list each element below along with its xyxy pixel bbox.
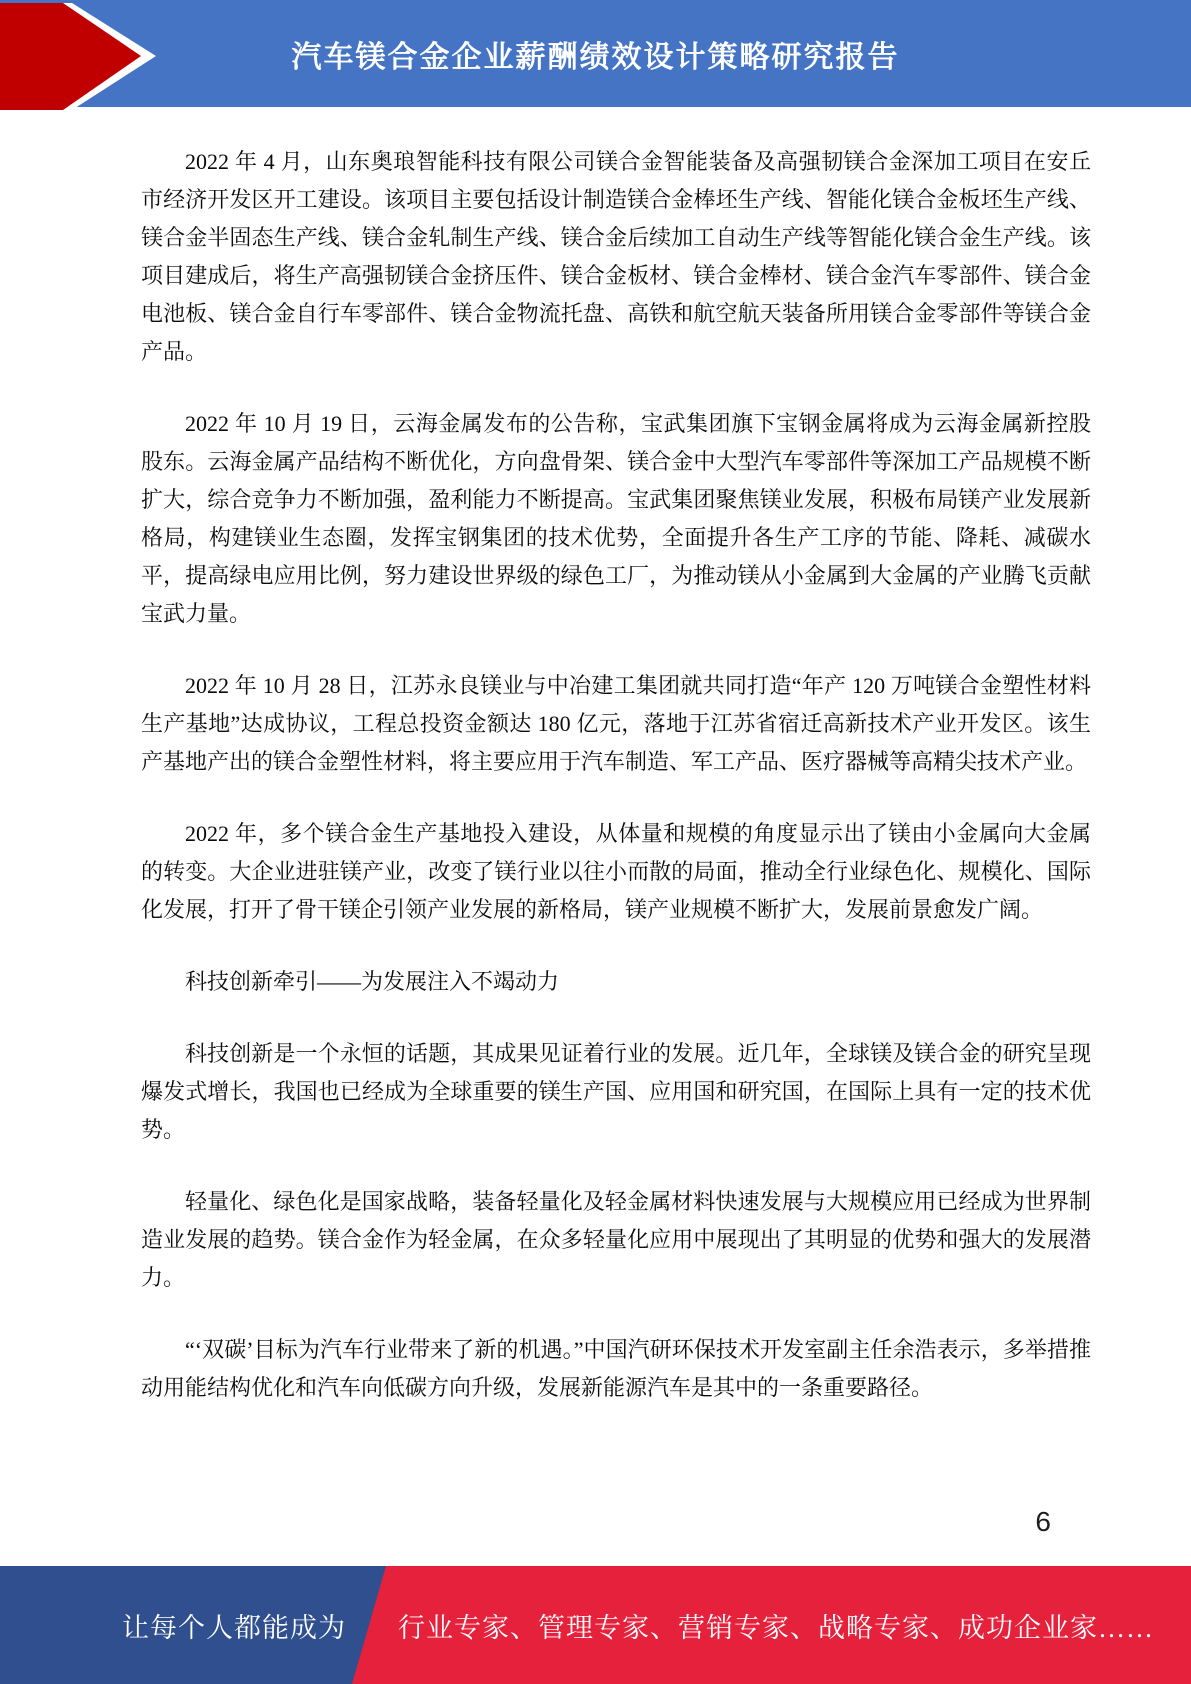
body-paragraph: 2022 年 4 月，山东奥琅智能科技有限公司镁合金智能装备及高强韧镁合金深加工项目在安丘市经济开发区开工建设。该项目主要包括设计制造镁合金棒坯生产线、智能化镁合金板坯生产线、镁合金半固态生产线、镁合金轧制生产线、镁合金后续加工自动生产线等智能化镁合金生产线。该项目建成后，将生产高强韧镁合金挤压件、镁合金板材、镁合金棒材、镁合金汽车零部件、镁合金电池板、镁合金自行车零部件、镁合金物流托盘、高铁和航空航天装备所用镁合金零部件等镁合金产品。 [141,149,1091,364]
body-paragraph: 2022 年 10 月 19 日，云海金属发布的公告称，宝武集团旗下宝钢金属将成为云海金属新控股股东。云海金属产品结构不断优化，方向盘骨架、镁合金中大型汽车零部件等深加工产品规模不断扩大，综合竞争力不断加强，盈利能力不断提高。宝武集团聚焦镁业发展，积极布局镁产业发展新格局，构建镁业生态圈，发挥宝钢集团的技术优势，全面提升各生产工序的节能、降耗、减碳水平，提高绿电应用比例，努力建设世界级的绿色工厂，为推动镁从小金属到大金属的产业腾飞贡献宝武力量。 [141,411,1091,626]
body-text [141,143,1091,1407]
body-paragraph: 2022 年，多个镁合金生产基地投入建设，从体量和规模的角度显示出了镁由小金属向大金属的转变。大企业进驻镁产业，改变了镁行业以往小而散的局面，推动全行业绿色化、规模化、国际化发展，打开了骨干镁企引领产业发展的新格局，镁产业规模不断扩大，发展前景愈发广阔。 [141,821,1091,922]
footer-slogan-left: 让每个人都能成为 [122,1612,346,1643]
page-number: 6 [1035,1506,1051,1537]
report-title: 汽车镁合金企业薪酬绩效设计策略研究报告 [291,40,900,74]
body-paragraph: 科技创新是一个永恒的话题，其成果见证着行业的发展。近几年，全球镁及镁合金的研究呈现爆发式增长，我国也已经成为全球重要的镁生产国、应用国和研究国，在国际上具有一定的技术优势。 [141,1041,1091,1142]
footer-slogan-right: 行业专家、管理专家、营销专家、战略专家、成功企业家…… [398,1612,1154,1643]
footer-band [0,1566,1191,1684]
body-paragraph: 2022 年 10 月 28 日，江苏永良镁业与中冶建工集团就共同打造“年产 120 万吨镁合金塑性材料生产基地”达成协议，工程总投资金额达 180 亿元，落地于江苏省宿迁高新技术产业开发区。该生产基地产出的镁合金塑性材料，将主要应用于汽车制造、军工产品、医疗器械等高精尖技术产业。 [141,673,1091,774]
body-paragraph: “‘双碳’目标为汽车行业带来了新的机遇。”中国汽研环保技术开发室副主任余浩表示，多举措推动用能结构优化和汽车向低碳方向升级，发展新能源汽车是其中的一条重要路径。 [141,1337,1091,1400]
header-band [0,0,1191,107]
red-arrow-icon [0,0,170,115]
body-paragraph: 轻量化、绿色化是国家战略，装备轻量化及轻金属材料快速发展与大规模应用已经成为世界制造业发展的趋势。镁合金作为轻金属，在众多轻量化应用中展现出了其明显的优势和强大的发展潜力。 [141,1189,1091,1290]
section-heading: 科技创新牵引——为发展注入不竭动力 [185,969,560,994]
